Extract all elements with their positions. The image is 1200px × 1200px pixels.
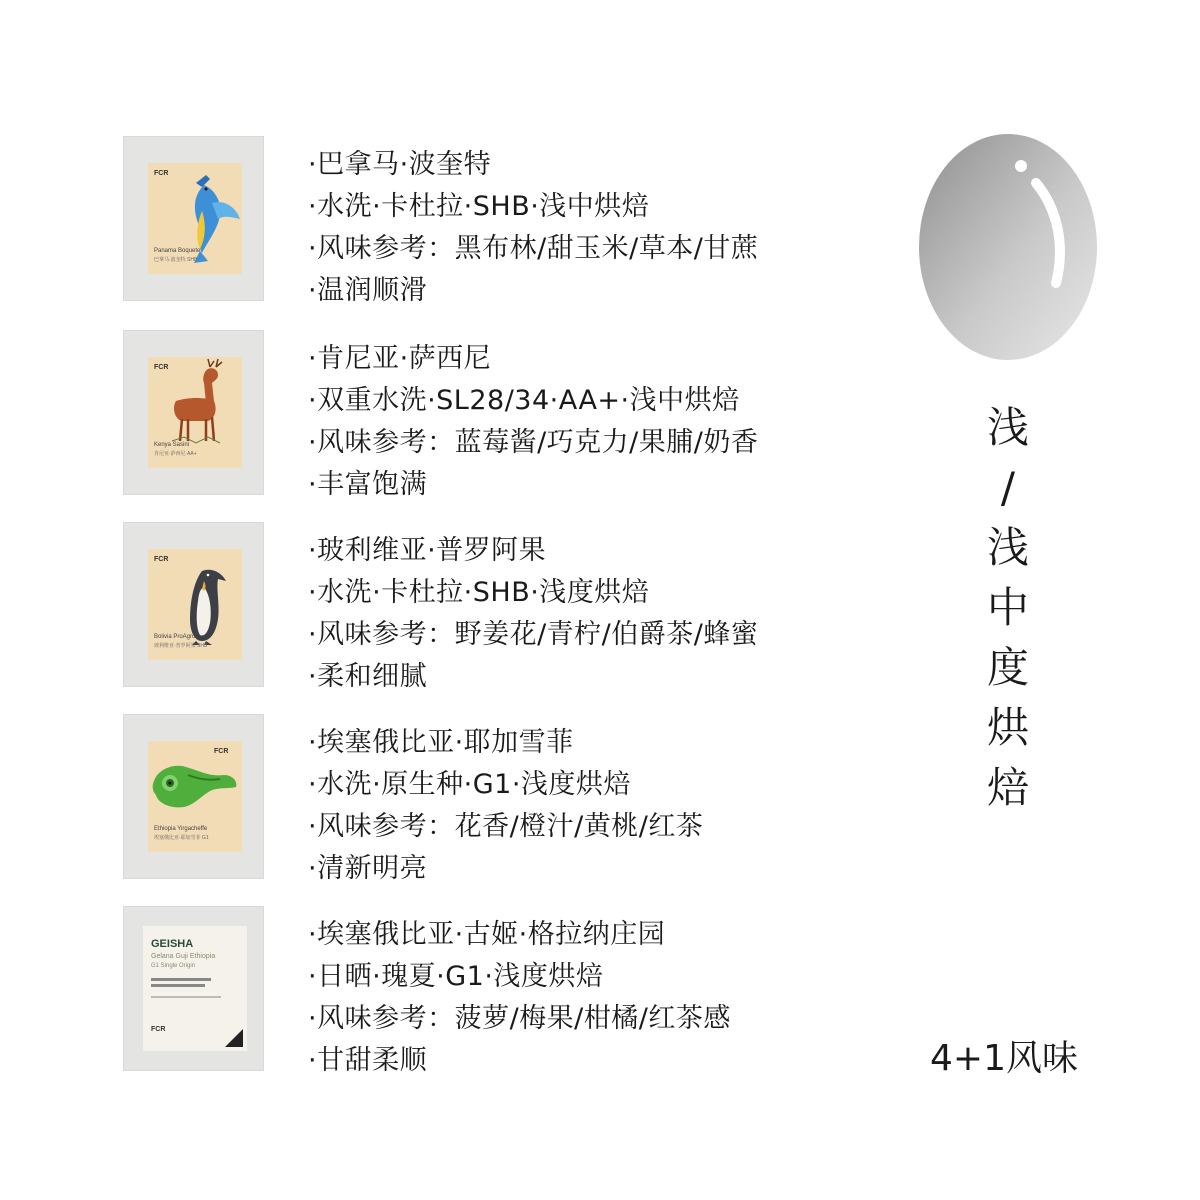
label-text-block (151, 978, 211, 981)
coffee-item-geisha (123, 906, 883, 1076)
package-origin-name: Gelana Guji Ethiopia (151, 953, 216, 960)
title-char: 中 (986, 583, 1029, 632)
flavor-line: ·风味参考：黑布林/甜玉米/草本/甘蔗 (308, 233, 759, 264)
item-description (308, 338, 868, 506)
drip-bag-package (123, 522, 264, 687)
process-line: ·水洗·卡杜拉·SHB·浅度烘焙 (308, 577, 650, 608)
drip-bag-package (123, 330, 264, 495)
flavor-count-label: 4+1风味 (930, 1038, 1078, 1079)
process-line: ·水洗·原生种·G1·浅度烘焙 (308, 769, 631, 800)
package-label-card (148, 549, 242, 660)
package-origin-sub: 巴拿马·波奎特 SHB (154, 257, 198, 263)
origin-line: ·埃塞俄比亚·耶加雪菲 (308, 727, 574, 758)
mouthfeel-line: ·柔和细腻 (308, 661, 428, 692)
package-origin-name: Panama Boquete (154, 248, 201, 254)
coffee-item-panama (123, 136, 883, 306)
origin-line: ·肯尼亚·萨西尼 (308, 343, 492, 374)
title-char: / (1000, 463, 1016, 512)
flavor-line: ·风味参考：野姜花/青柠/伯爵茶/蜂蜜 (308, 619, 759, 650)
item-description (308, 144, 868, 312)
label-text-block (151, 984, 205, 987)
package-origin-sub: 肯尼亚·萨西尼 AA+ (154, 451, 197, 457)
flavor-line: ·风味参考：菠萝/梅果/柑橘/红茶感 (308, 1003, 731, 1034)
title-char: 浅 (986, 403, 1029, 452)
mouthfeel-line: ·清新明亮 (308, 853, 428, 884)
brand-logo-text: FCR (154, 170, 169, 177)
coffee-item-bolivia (123, 522, 883, 692)
process-line: ·双重水洗·SL28/34·AA+·浅中烘焙 (308, 385, 740, 416)
drip-bag-package (123, 714, 264, 879)
mouthfeel-line: ·丰富饱满 (308, 469, 428, 500)
package-label-card (148, 357, 242, 468)
drip-bag-package (123, 136, 264, 301)
item-description (308, 914, 868, 1082)
package-label-card (148, 163, 242, 274)
drip-bag-package (123, 906, 264, 1071)
flavor-line: ·风味参考：蓝莓酱/巧克力/果脯/奶香 (308, 427, 759, 458)
package-origin-name: Bolivia ProAgro (154, 634, 196, 640)
item-description (308, 722, 868, 890)
coffee-item-yirgacheffe (123, 714, 883, 884)
coffee-item-kenya (123, 330, 883, 500)
package-origin-name: Ethiopia Yirgacheffe (154, 826, 208, 832)
process-line: ·水洗·卡杜拉·SHB·浅中烘焙 (308, 191, 650, 222)
brand-logo-text: FCR (214, 748, 229, 755)
title-char: 浅 (986, 523, 1029, 572)
package-origin-sub: 玻利维亚·普罗阿果 SHB (154, 643, 208, 649)
roast-level-title (978, 398, 1038, 818)
title-char: 烘 (986, 703, 1029, 752)
package-title: GEISHA (151, 938, 194, 950)
title-char: 焙 (986, 763, 1029, 812)
title-char: 度 (986, 643, 1029, 692)
corner-triangle-icon (225, 1029, 243, 1047)
package-label-card (148, 741, 242, 852)
item-description (308, 530, 868, 698)
mouthfeel-line: ·温润顺滑 (308, 275, 428, 306)
package-origin-sub: G1 Single Origin (151, 963, 196, 969)
brand-logo-text: FCR (151, 1026, 166, 1033)
package-origin-sub: 埃塞俄比亚·耶加雪菲 G1 (154, 835, 209, 841)
origin-line: ·玻利维亚·普罗阿果 (308, 535, 547, 566)
package-label-card (143, 926, 247, 1051)
mouthfeel-line: ·甘甜柔顺 (308, 1045, 428, 1076)
package-origin-name: Kenya Sasini (154, 442, 190, 448)
coffee-bean-icon (918, 133, 1098, 361)
origin-line: ·埃塞俄比亚·古姬·格拉纳庄园 (308, 919, 666, 950)
brand-logo-text: FCR (154, 556, 169, 563)
flavor-line: ·风味参考：花香/橙汁/黄桃/红茶 (308, 811, 704, 842)
label-divider (151, 996, 221, 998)
brand-logo-text: FCR (154, 364, 169, 371)
origin-line: ·巴拿马·波奎特 (308, 149, 492, 180)
process-line: ·日晒·瑰夏·G1·浅度烘焙 (308, 961, 604, 992)
